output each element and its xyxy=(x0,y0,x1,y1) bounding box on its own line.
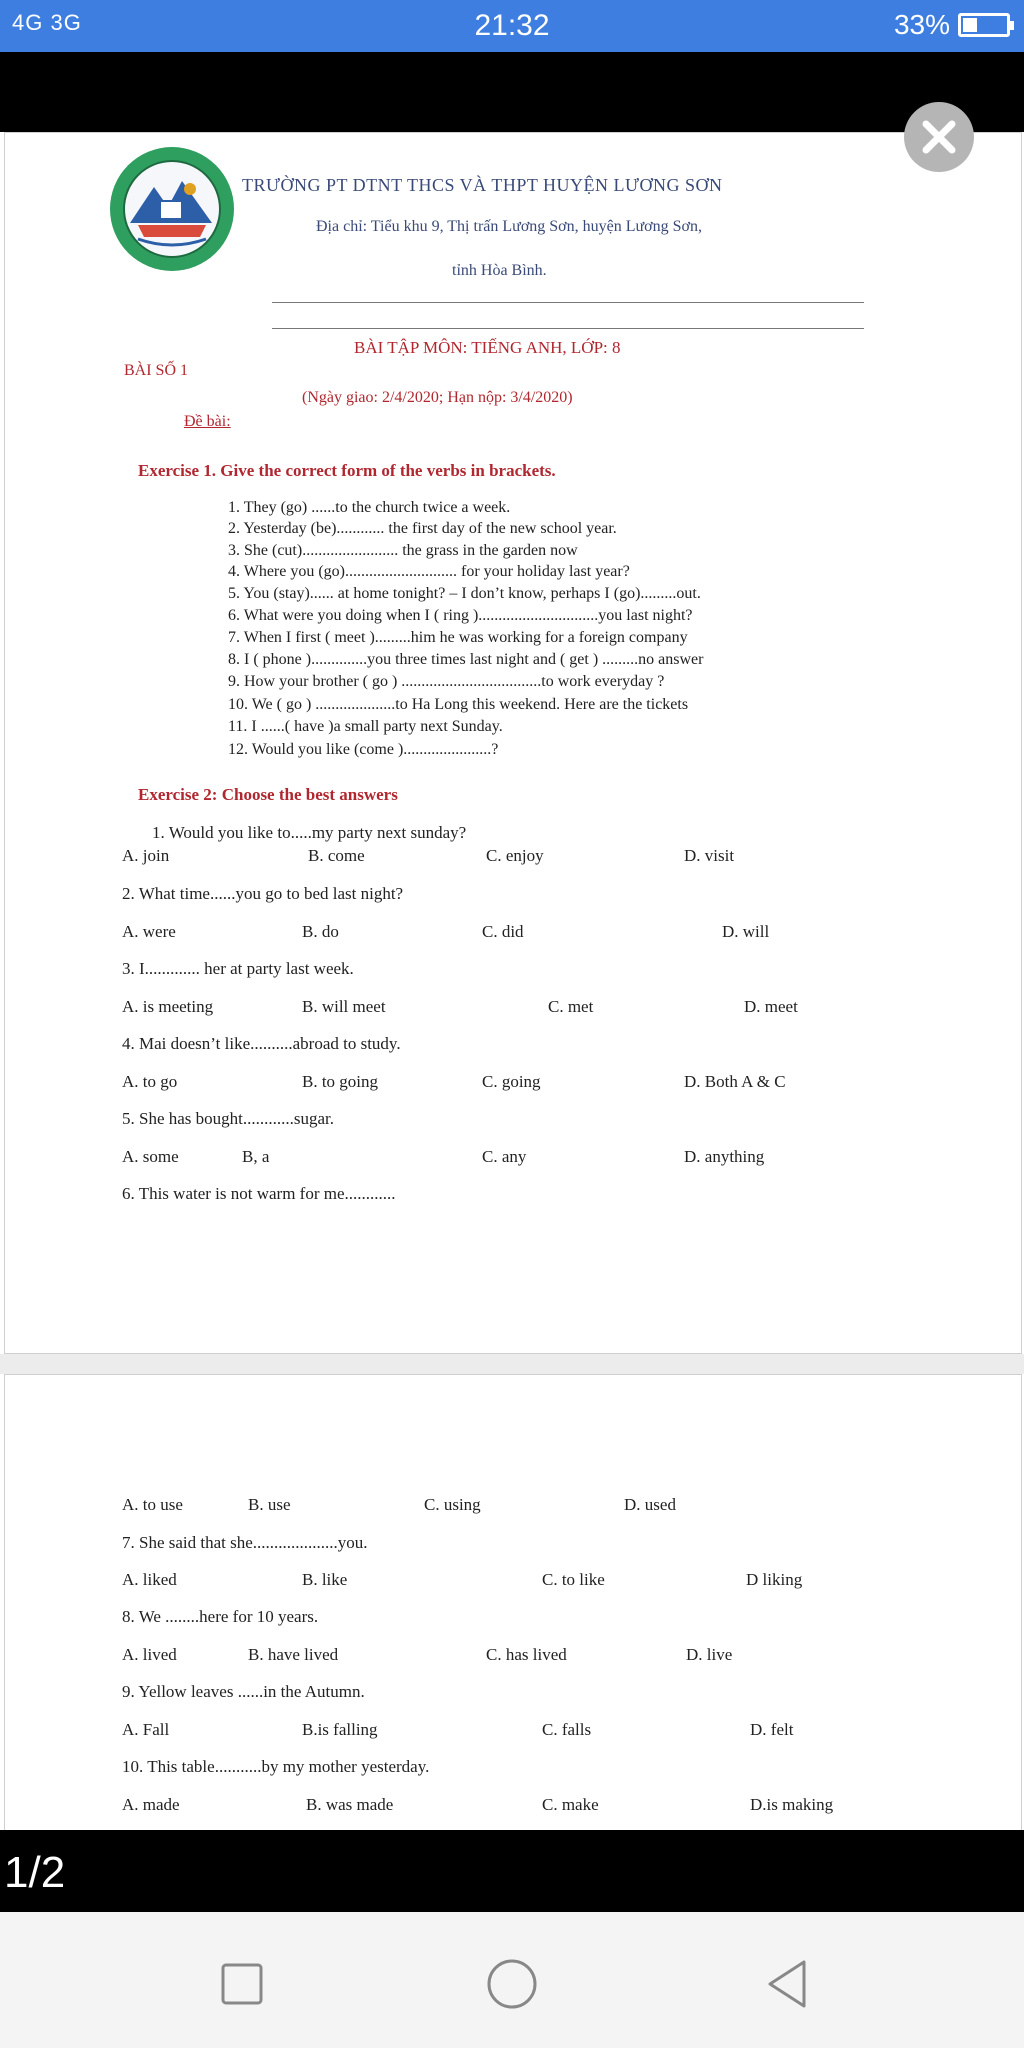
question: 7. She said that she....................you. xyxy=(122,1533,368,1552)
option: B. like xyxy=(302,1570,348,1589)
divider xyxy=(272,302,864,303)
school-name: TRƯỜNG PT DTNT THCS VÀ THPT HUYỆN LƯƠNG SƠN xyxy=(242,175,723,195)
option: A. lived xyxy=(122,1645,177,1664)
question: 1. Would you like to.....my party next sunday? xyxy=(152,823,467,842)
option: A. to use xyxy=(122,1495,183,1514)
close-icon xyxy=(904,102,974,172)
option: A. join xyxy=(122,846,170,865)
circle-icon[interactable] xyxy=(482,1954,542,2014)
option: D.is making xyxy=(750,1795,834,1814)
page-indicator: 1/2 xyxy=(4,1848,66,1897)
option: B. do xyxy=(302,922,339,941)
question: 10. This table...........by my mother yesterday. xyxy=(122,1757,430,1776)
option: D. live xyxy=(686,1645,733,1664)
option: C. make xyxy=(542,1795,599,1814)
option: C. met xyxy=(548,997,594,1016)
option: A. made xyxy=(122,1795,180,1814)
option: B, a xyxy=(242,1147,270,1166)
option: A. were xyxy=(122,922,176,941)
option: C. going xyxy=(482,1072,541,1091)
question: 5. She has bought............sugar. xyxy=(122,1109,335,1128)
battery-percent: 33% xyxy=(893,9,950,40)
option: C. any xyxy=(482,1147,527,1166)
list-item: 1. They (go) ......to the church twice a week. xyxy=(228,499,511,516)
option: A. is meeting xyxy=(122,997,214,1016)
option: A. some xyxy=(122,1147,179,1166)
option: B. use xyxy=(248,1495,291,1514)
question: 2. What time......you go to bed last night? xyxy=(122,884,404,903)
question: 3. I............. her at party last week. xyxy=(122,959,354,978)
option: C. falls xyxy=(542,1720,592,1739)
question: 6. This water is not warm for me............ xyxy=(122,1184,396,1203)
list-item: 2. Yesterday (be)............ the first day of the new school year. xyxy=(228,520,617,537)
option: D liking xyxy=(746,1570,803,1589)
list-item: 3. She (cut)........................ the grass in the garden now xyxy=(228,542,578,559)
document-page-1 xyxy=(4,132,1022,1354)
question: 4. Mai doesn’t like..........abroad to study. xyxy=(122,1034,401,1053)
close-button[interactable] xyxy=(904,102,974,172)
list-item: 11. I ......( have )a small party next Sunday. xyxy=(228,718,503,735)
option: C. using xyxy=(424,1495,481,1514)
battery-status xyxy=(894,9,1010,41)
square-icon[interactable] xyxy=(212,1954,272,2014)
school-address-line2: tỉnh Hòa Bình. xyxy=(452,262,547,279)
exercise1-title: Exercise 1. Give the correct form of the verbs in brackets. xyxy=(138,461,556,480)
option: D. visit xyxy=(684,846,735,865)
dates: (Ngày giao: 2/4/2020; Hạn nộp: 3/4/2020) xyxy=(302,389,573,406)
triangle-back-icon[interactable] xyxy=(758,1954,818,2014)
question: 8. We ........here for 10 years. xyxy=(122,1607,319,1626)
list-item: 8. I ( phone )..............you three times last night and ( get ) .........no answer xyxy=(228,651,704,668)
option: C. to like xyxy=(542,1570,605,1589)
option: C. did xyxy=(482,922,524,941)
school-address-line1: Địa chỉ: Tiểu khu 9, Thị trấn Lương Sơn, huyện Lương Sơn, xyxy=(316,218,702,235)
signal-icon: 4G 3G xyxy=(12,10,82,35)
option: A. liked xyxy=(122,1570,177,1589)
option: B. come xyxy=(308,846,365,865)
battery-fill xyxy=(963,18,977,32)
option: B. to going xyxy=(302,1072,379,1091)
option: C. has lived xyxy=(486,1645,567,1664)
option: A. to go xyxy=(122,1072,178,1091)
option: B.is falling xyxy=(302,1720,378,1739)
list-item: 9. How your brother ( go ) ...................................to work everyday ? xyxy=(228,673,665,690)
option: D. will xyxy=(722,922,770,941)
viewer-bottom-bar xyxy=(0,1830,1024,1912)
exercise2-title: Exercise 2: Choose the best answers xyxy=(138,785,398,804)
page-gap xyxy=(0,1354,1024,1374)
subject-heading: BÀI TẬP MÔN: TIẾNG ANH, LỚP: 8 xyxy=(354,338,621,357)
option: B. have lived xyxy=(248,1645,339,1664)
divider xyxy=(272,328,864,329)
lesson-number: BÀI SỐ 1 xyxy=(124,362,189,379)
option: D. used xyxy=(624,1495,676,1514)
list-item: 6. What were you doing when I ( ring )..............................you last night? xyxy=(228,607,693,624)
option: D. anything xyxy=(684,1147,765,1166)
option: D. meet xyxy=(744,997,798,1016)
list-item: 5. You (stay)...... at home tonight? – I don’t know, perhaps I (go).........out. xyxy=(228,585,701,602)
navigation-bar xyxy=(0,1912,1024,2048)
option: B. was made xyxy=(306,1795,394,1814)
status-bar xyxy=(0,0,1024,52)
option: D. Both A & C xyxy=(684,1072,786,1091)
list-item: 4. Where you (go)............................ for your holiday last year? xyxy=(228,563,630,580)
option: C. enjoy xyxy=(486,846,544,865)
option: A. Fall xyxy=(122,1720,170,1739)
prompt-label: Đề bài: xyxy=(184,413,231,430)
option: B. will meet xyxy=(302,997,386,1016)
option: D. felt xyxy=(750,1720,794,1739)
question: 9. Yellow leaves ......in the Autumn. xyxy=(122,1682,365,1701)
school-logo-icon xyxy=(108,145,236,273)
list-item: 7. When I first ( meet ).........him he was working for a foreign company xyxy=(228,629,688,646)
viewer-top-bar xyxy=(0,52,1024,132)
clock: 21:32 xyxy=(474,9,550,42)
list-item: 12. Would you like (come )......................? xyxy=(228,741,499,758)
list-item: 10. We ( go ) ....................to Ha Long this weekend. Here are the tickets xyxy=(228,696,689,713)
battery-icon xyxy=(958,13,1010,37)
